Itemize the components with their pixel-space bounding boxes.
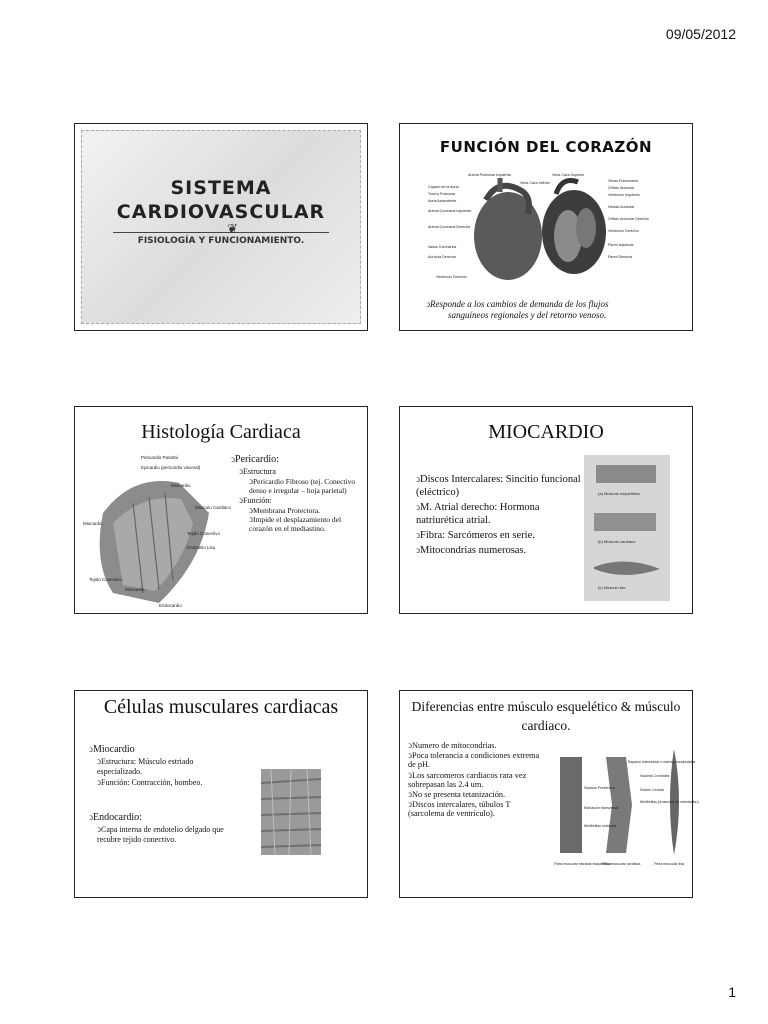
date-header: 09/05/2012 bbox=[665, 26, 736, 42]
tissue-label: Endocardio bbox=[159, 603, 182, 608]
fiber-label: Espacio intercelular o estrías escalonadas bbox=[628, 760, 696, 764]
bullet-icon: ↄ bbox=[408, 740, 412, 750]
list-item: ↄLos sarcomeros cardiacos rara vez sobrepasan las 2.4 um. bbox=[408, 769, 527, 789]
fiber-label: Fibra muscular lisa bbox=[654, 862, 685, 866]
list-item: ↄPericardio: bbox=[231, 454, 279, 465]
fiber-label: (a) Músculo esquelético bbox=[598, 491, 641, 496]
slide-4[interactable] bbox=[399, 406, 693, 614]
list-item: ↄFibra: Sarcómeros en serie. bbox=[416, 530, 535, 541]
divider bbox=[113, 232, 329, 233]
ornament-icon: ❦ bbox=[227, 221, 238, 236]
fiber-label: (b) Músculo cardíaco bbox=[598, 539, 636, 544]
heart-label: Nódulo Auricular bbox=[608, 205, 635, 209]
bullet-list bbox=[408, 741, 548, 820]
tissue-label: Tejido Conectivo bbox=[89, 577, 123, 582]
bullet-list bbox=[89, 811, 239, 845]
fiber-label: Miofibrillas (Ausencia de orientación) bbox=[640, 800, 699, 804]
slide-title: Diferencias entre músculo esquelético & músculo cardiaco. bbox=[411, 699, 681, 733]
tissue-label: Miocardio bbox=[125, 587, 145, 592]
heart-label: Arteria Coronaria Izquierda bbox=[428, 209, 472, 213]
list-item: ↄMitocondrias numerosas. bbox=[416, 545, 527, 556]
bullet-icon: ↄ bbox=[89, 744, 93, 754]
list-item: ↄFunción: Contracción, bombeo. bbox=[97, 777, 203, 787]
bullet-icon: ↄ bbox=[239, 466, 243, 476]
bullet-icon: ↄ bbox=[249, 505, 253, 515]
list-item: ↄNo se presenta tetanización. bbox=[408, 789, 506, 800]
fiber-label: (c) Músculo liso bbox=[598, 585, 626, 590]
bullet-icon: ↄ bbox=[408, 799, 412, 810]
heart-label: Aurícula Derecha bbox=[428, 255, 456, 259]
slide-3[interactable] bbox=[74, 406, 368, 614]
bullet-icon: ↄ bbox=[89, 812, 93, 822]
fiber-label: Estriación transversal bbox=[584, 806, 619, 810]
muscle-types-illustration bbox=[584, 455, 670, 601]
heart-label: Cayado de la Aorta bbox=[428, 185, 459, 189]
slide-caption: ↄResponde a los cambios de demanda de los flujos sanguíneos regionales y del retorno venoso. bbox=[426, 299, 609, 320]
list-item: ↄCapa interna de endotelio delgado que recubre tejido conectivo. bbox=[97, 824, 224, 844]
slide-2[interactable] bbox=[399, 123, 693, 331]
page-number: 1 bbox=[728, 984, 736, 1000]
tissue-label: Pericardio Parietal bbox=[141, 455, 178, 460]
heart-label: Pared Izquierda bbox=[608, 243, 634, 247]
micrograph-image bbox=[261, 769, 321, 855]
heart-label: Venas Pulmonares bbox=[608, 179, 639, 183]
list-item: ↄFunción: bbox=[239, 495, 272, 505]
bullet-list bbox=[89, 743, 239, 788]
bullet-icon: ↄ bbox=[249, 514, 253, 524]
muscle-fibers-illustration bbox=[550, 745, 699, 877]
heart-label: Ventrículo Derecho bbox=[608, 229, 639, 233]
heart-wall-illustration bbox=[83, 453, 233, 611]
bullet-icon: ↄ bbox=[416, 530, 420, 540]
list-item: ↄImpide el desplazamiento del corazón en el mediastino. bbox=[249, 514, 342, 533]
fiber-label: Núcleos Periféricos bbox=[584, 786, 615, 790]
tissue-label: Endotelio Liso bbox=[187, 545, 216, 550]
slide-title: Células musculares cardiacas bbox=[103, 696, 339, 718]
bullet-icon: ↄ bbox=[408, 789, 412, 800]
list-item: ↄMiocardio bbox=[89, 744, 135, 755]
bullet-icon: ↄ bbox=[426, 299, 431, 309]
list-item: ↄEndocardio: bbox=[89, 812, 142, 823]
list-item: ↄEstructura bbox=[239, 466, 276, 476]
list-item: ↄNumero de mitocondrias. bbox=[408, 740, 497, 750]
bullet-icon: ↄ bbox=[408, 750, 412, 761]
tissue-label: Miocardio bbox=[171, 483, 191, 488]
list-item: ↄM. Atrial derecho: Hormona natriurética atrial. bbox=[416, 502, 540, 526]
heart-label: Arteria Pulmonar Izquierda bbox=[468, 173, 511, 177]
heart-label: Ventrículo Izquierdo bbox=[608, 193, 640, 197]
heart-label: Tronco Pulmonar bbox=[428, 192, 456, 196]
list-item: ↄPericardio Fibroso (tej. Conectivo denso e irregular – hoja parietal) bbox=[249, 476, 356, 495]
bullet-icon: ↄ bbox=[408, 769, 412, 780]
list-item: ↄDiscos Intercalares: Sincitio funcional (eléctrico) bbox=[416, 474, 581, 498]
heart-illustration bbox=[428, 170, 650, 292]
slide-subtitle: FISIOLOGÍA Y FUNCIONAMIENTO. bbox=[137, 236, 305, 246]
bullet-icon: ↄ bbox=[97, 777, 101, 787]
list-item: ↄDiscos intercalares, túbulos T (sarcolema de ventrículo). bbox=[408, 799, 511, 819]
slide-1[interactable] bbox=[74, 123, 368, 331]
slide-5[interactable] bbox=[74, 690, 368, 898]
heart-label: Vena Cava Superior bbox=[552, 173, 585, 177]
heart-label: Arteria Coronaria Derecha bbox=[428, 225, 470, 229]
heart-label: Pared Derecha bbox=[608, 255, 633, 259]
slide-title: SISTEMA CARDIOVASCULAR bbox=[116, 177, 326, 223]
slide-title: Histología Cardiaca bbox=[141, 421, 301, 443]
fiber-label: Núcleo Central bbox=[640, 788, 664, 792]
fiber-label: Miofibrillas estriadas bbox=[584, 824, 617, 828]
slide-background bbox=[81, 130, 361, 324]
heart-label: Ventrículo Derecho bbox=[436, 275, 467, 279]
fiber-label: Fibra muscular cardiaca bbox=[602, 862, 641, 866]
bullet-icon: ↄ bbox=[249, 476, 253, 486]
bullet-icon: ↄ bbox=[416, 474, 420, 484]
heart-label: Orificio Auricular bbox=[608, 186, 635, 190]
heart-label: Aorta Ascendente bbox=[428, 199, 457, 203]
bullet-list bbox=[416, 473, 582, 559]
bullet-list bbox=[231, 453, 363, 533]
bullet-icon: ↄ bbox=[231, 454, 235, 464]
heart-label: Orificio Auricular Derecho bbox=[608, 217, 649, 221]
list-item: ↄPoca tolerancia a condiciones extrema de pH. bbox=[408, 750, 540, 770]
tissue-label: Miocardio bbox=[83, 521, 103, 526]
bullet-icon: ↄ bbox=[97, 824, 101, 834]
heart-label: Vena Cava Inferior bbox=[520, 181, 550, 185]
heart-label: Vasos Coronarios bbox=[428, 245, 457, 249]
fiber-label: Núcleos Centrales bbox=[640, 774, 670, 778]
slide-6[interactable] bbox=[399, 690, 699, 898]
slide-title: FUNCIÓN DEL CORAZÓN bbox=[439, 138, 653, 156]
bullet-icon: ↄ bbox=[416, 502, 420, 512]
tissue-label: Músculo Cardiaco bbox=[195, 505, 232, 510]
fiber-label: Fibra muscular estriada esquelética bbox=[554, 862, 611, 866]
bullet-icon: ↄ bbox=[416, 545, 420, 555]
list-item: ↄEstructura: Músculo estriado especializado. bbox=[97, 756, 194, 776]
slide-title: MIOCARDIO bbox=[488, 421, 604, 443]
bullet-icon: ↄ bbox=[239, 495, 243, 505]
bullet-icon: ↄ bbox=[97, 756, 101, 766]
list-item: ↄMembrana Protectora. bbox=[249, 505, 321, 515]
tissue-label: Tejido Conectivo bbox=[187, 531, 221, 536]
tissue-label: Epicardio (pericardio visceral) bbox=[141, 465, 201, 470]
